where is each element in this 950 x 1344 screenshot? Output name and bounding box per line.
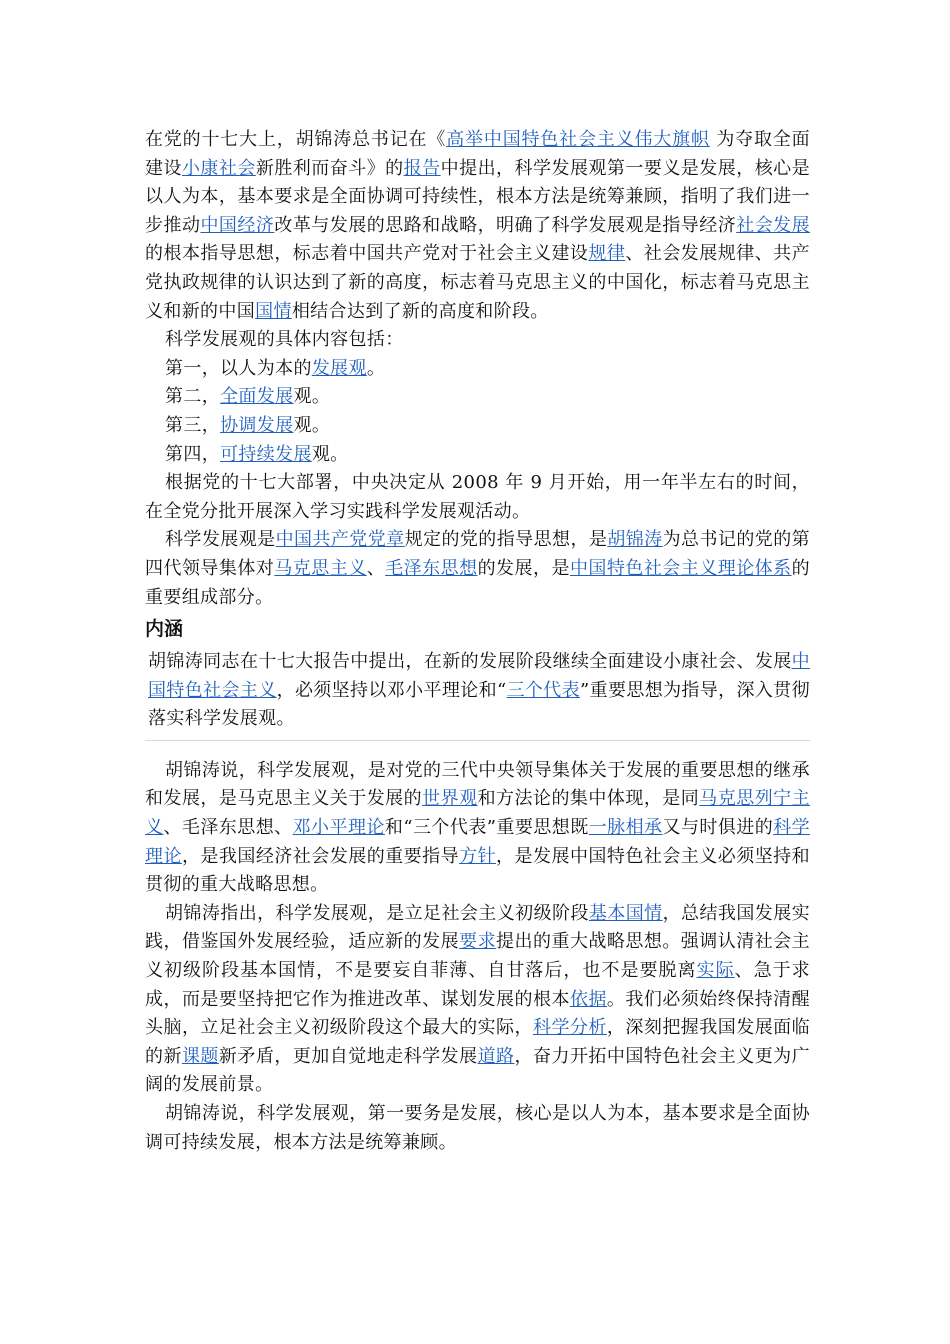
text: 第一，以人为本的 (165, 357, 312, 379)
text: 的重要组成部分。 (145, 557, 810, 608)
text: 中提出，科学发展观第一要义是发展，核心是以人为本，基本要求是全面协调可持续性，根本方法是统筹兼顾，指明了我们进一步推动 (145, 157, 810, 236)
text: 观。 (293, 386, 331, 408)
link-yaoqiu[interactable]: 要求 (459, 931, 497, 953)
text: 改革与发展的思路和战略，明确了科学发展观是指导经济 (274, 214, 737, 236)
link-yiju[interactable]: 依据 (569, 988, 607, 1010)
link-kexue-lilun[interactable]: 科学理论 (145, 817, 811, 867)
link-guilv[interactable]: 规律 (588, 243, 626, 265)
section-summary-block (145, 648, 810, 734)
paragraph-inheritance (145, 757, 810, 900)
link-maozedong-sixiang[interactable]: 毛泽东思想 (385, 557, 478, 579)
link-xiaokang-shehui[interactable]: 小康社会 (181, 157, 256, 179)
text: 胡锦涛指出，科学发展观，是立足社会主义初级阶段 (165, 902, 589, 924)
text: 的发展，是 (477, 557, 570, 579)
link-shehui-fazhan[interactable]: 社会发展 (736, 214, 810, 236)
link-baogao[interactable]: 报告 (403, 157, 441, 179)
text: ，是发展中国特色社会主义必须坚持和贯彻的重大战略思想。 (145, 845, 811, 896)
text: 第二， (165, 386, 221, 408)
text: 和方法论的集中体现，是同 (477, 788, 700, 810)
link-jiben-guoqing[interactable]: 基本国情 (588, 902, 663, 924)
link-kechixu-fazhan[interactable]: 可持续发展 (220, 443, 312, 465)
link-xietiao-fazhan[interactable]: 协调发展 (220, 414, 294, 436)
text: ，必须坚持以邓小平理论和“ (276, 679, 507, 701)
link-makesi-liening[interactable]: 马克思列宁主义 (145, 788, 810, 839)
text: 的根本指导思想，标志着中国共产党对于社会主义建设 (145, 243, 589, 265)
link-fangzhen[interactable]: 方针 (459, 845, 497, 867)
link-guoqing[interactable]: 国情 (255, 300, 292, 322)
divider (145, 740, 810, 741)
text: 。我们必须始终保持清醒头脑，立足社会主义初级阶段这个最大的实际， (145, 988, 810, 1039)
text: ，是我国经济社会发展的重要指导 (181, 845, 460, 867)
section-heading: 内涵 (145, 618, 184, 641)
paragraph-deployment: 根据党的十七大部署，中央决定从 2008 年 9 月开始，用一年半左右的时间，在全党分批开展深入学习实践科学发展观活动。 (145, 472, 810, 522)
link-gaoju[interactable]: 高举中国特色社会主义伟大旗帜 (446, 129, 710, 150)
paragraph-summary (148, 648, 810, 734)
text: 、急于求成，而是要坚持把它作为推进改革、谋划发展的根本 (145, 960, 810, 1010)
document-body (145, 126, 810, 1157)
text: 胡锦涛说，科学发展观，是对党的三代中央领导集体关于发展的重要思想的继承和发展，是马克思主义关于发展的 (145, 759, 810, 810)
text: 、社会发展规律、共产党执政规律的认识达到了新的高度，标志着马克思主义的中国化，标志着马克思主义和新的中国 (145, 243, 811, 322)
text: 在党的十七大上，胡锦涛总书记在《 (145, 129, 447, 150)
text: 胡锦涛同志在十七大报告中提出，在新的发展阶段继续全面建设小康社会、发展 (148, 651, 792, 673)
text: 为总书记的党的第四代领导集体对 (145, 529, 810, 579)
text: 相结合达到了新的高度和阶段。 (291, 300, 549, 322)
paragraph-content-intro: 科学发展观的具体内容包括： (165, 329, 404, 351)
paragraph-intro (145, 126, 810, 326)
text: ，深刻把握我国发展面临的新 (145, 1017, 810, 1067)
link-fazhanguan[interactable]: 发展观 (311, 357, 367, 379)
text: 。 (366, 357, 386, 379)
text: ，总结我国发展实践，借鉴国外发展经验，适应新的发展 (145, 902, 810, 953)
text: 新胜利而奋斗》的 (255, 157, 404, 179)
link-dangzhang[interactable]: 中国共产党党章 (275, 529, 405, 551)
link-daolu[interactable]: 道路 (477, 1045, 515, 1067)
list-item-4 (145, 441, 810, 470)
link-makesi-zhuyi[interactable]: 马克思主义 (274, 557, 367, 579)
paragraph-core-requirements: 胡锦涛说，科学发展观，第一要务是发展，核心是以人为本，基本要求是全面协调可持续发展，根本方法是统筹兼顾。 (145, 1103, 810, 1153)
text: ，奋力开拓中国特色社会主义更为广阔的发展前景。 (145, 1045, 810, 1096)
link-zhongguo-tese[interactable]: 中国特色社会主义 (148, 651, 810, 701)
list-item-3 (145, 412, 810, 441)
link-shijieguan[interactable]: 世界观 (422, 788, 478, 810)
list-item-2 (145, 383, 810, 412)
text: 、 (366, 557, 386, 579)
text: 第四， (165, 443, 221, 465)
text: 科学发展观是 (165, 529, 276, 551)
text: 新矛盾，更加自觉地走科学发展 (218, 1045, 478, 1067)
link-dengxiaoping-lilun[interactable]: 邓小平理论 (292, 817, 385, 839)
link-sange-daibiao[interactable]: 三个代表 (506, 679, 581, 701)
link-quanmian-fazhan[interactable]: 全面发展 (220, 386, 294, 408)
text: 和“三个代表”重要思想既 (384, 817, 589, 839)
list-item-1 (145, 355, 810, 384)
text: 提出的重大战略思想。强调认清社会主义初级阶段基本国情，不是要妄自菲薄、自甘落后，也不是要脱离 (145, 931, 811, 982)
link-zhongguo-jingji[interactable]: 中国经济 (200, 214, 275, 236)
text: 观。 (311, 443, 349, 465)
link-lilun-tixi[interactable]: 中国特色社会主义理论体系 (569, 557, 792, 579)
paragraph-guiding-thought (145, 526, 810, 612)
text: 规定的党的指导思想，是 (404, 529, 608, 551)
text: 第三， (165, 414, 221, 436)
text: 又与时俱进的 (662, 817, 774, 839)
text: ”重要思想为指导，深入贯彻落实科学发展观。 (148, 679, 810, 730)
text: 为夺取全面建设 (145, 129, 810, 179)
link-keti[interactable]: 课题 (181, 1045, 219, 1067)
paragraph-national-conditions (145, 900, 810, 1100)
link-shiji[interactable]: 实际 (696, 960, 735, 982)
link-hujintao[interactable]: 胡锦涛 (607, 529, 663, 551)
link-yimai-xiangcheng[interactable]: 一脉相承 (588, 817, 663, 839)
text: 、毛泽东思想、 (163, 817, 293, 839)
link-kexue-fenxi[interactable]: 科学分析 (532, 1017, 607, 1039)
text: 观。 (293, 414, 331, 436)
